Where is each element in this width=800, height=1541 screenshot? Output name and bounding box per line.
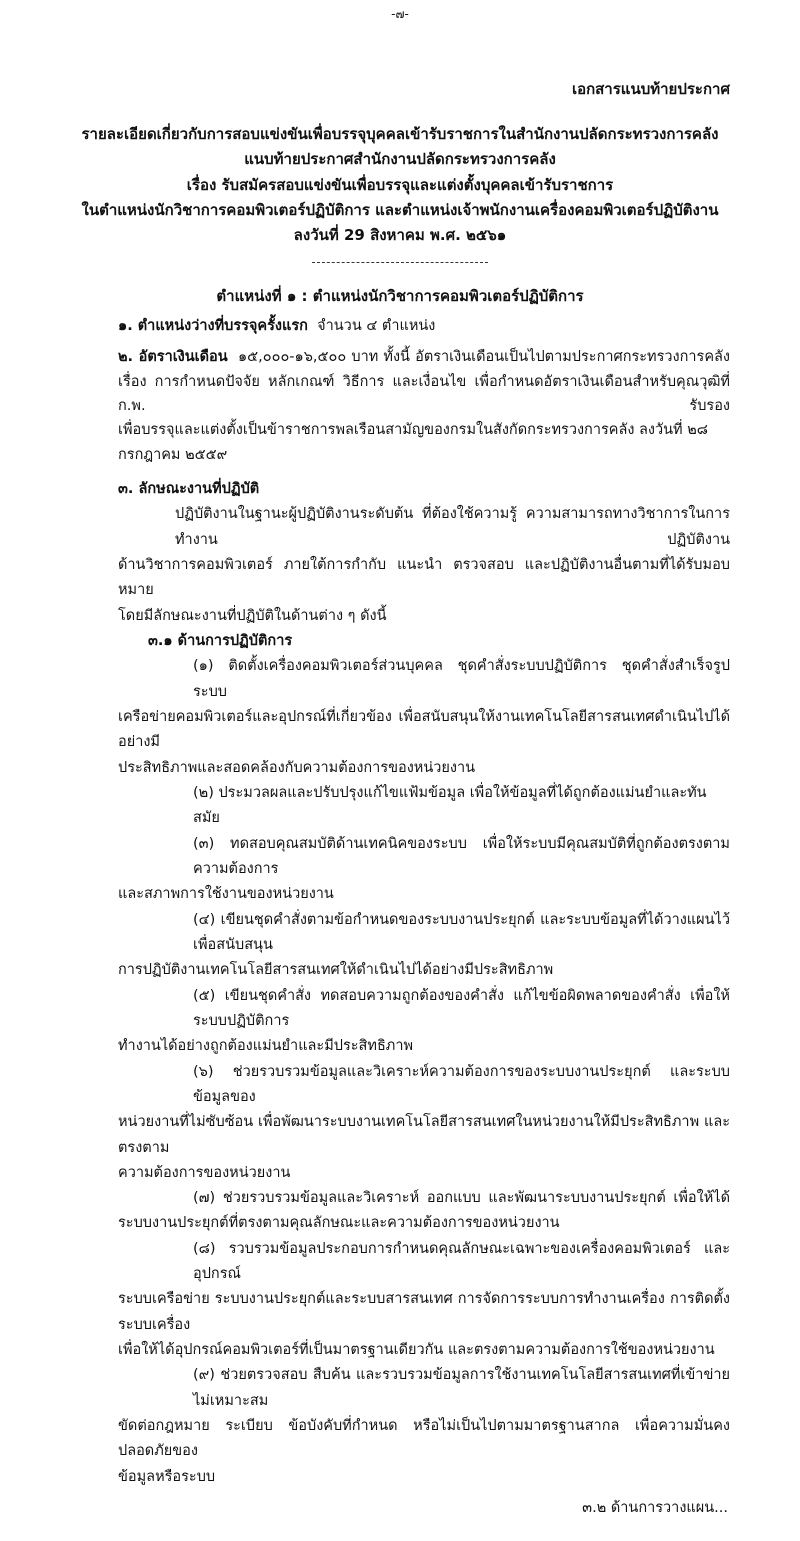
item-vacancies xyxy=(118,314,730,339)
duty-item xyxy=(118,1060,730,1187)
duty-item xyxy=(118,1186,730,1237)
document-title xyxy=(60,122,740,248)
item-text: เรื่อง การกำหนดปัจจัย หลักเกณฑ์ วิธีการ และเงื่อนไข เพื่อกำหนดอัตราเงินเดือนสำหรับคุณวุฒิที่ ก.พ. รับรอง xyxy=(118,373,730,415)
duty-line: (๓) ทดสอบคุณสมบัติด้านเทคนิคของระบบ เพื่อให้ระบบมีคุณสมบัติที่ถูกต้องตรงตามความต้องการ xyxy=(193,835,730,877)
title-line: ลงวันที่ 29 สิงหาคม พ.ศ. ๒๕๖๑ xyxy=(293,226,507,245)
duty-line: ทำงานได้อย่างถูกต้องแม่นยำและมีประสิทธิภาพ xyxy=(118,1038,414,1055)
paragraph-line: ปฏิบัติงานในฐานะผู้ปฏิบัติงานระดับต้น ที่ต้องใช้ความรู้ ความสามารถทางวิชาการในการทำงาน ปฏิบัติงาน xyxy=(175,506,730,548)
duty-item xyxy=(118,832,730,908)
item-text: จำนวน ๔ ตำแหน่ง xyxy=(317,318,436,335)
duty-line: ขัดต่อกฎหมาย ระเบียบ ข้อบังคับที่กำหนด หรือไม่เป็นไปตามมาตรฐานสากล เพื่อความมั่นคงปลอดภัยของ xyxy=(118,1418,730,1460)
duty-item xyxy=(118,781,730,832)
title-line: แนบท้ายประกาศสำนักงานปลัดกระทรวงการคลัง xyxy=(244,150,556,169)
duty-line: เครือข่ายคอมพิวเตอร์และอุปกรณ์ที่เกี่ยวข้อง เพื่อสนับสนุนให้งานเทคโนโลยีสารสนเทศดำเนินไปได้อย่างมี xyxy=(118,708,730,751)
duty-item xyxy=(118,1237,730,1364)
annex-label: เอกสารแนบท้ายประกาศ xyxy=(571,80,730,98)
title-line: รายละเอียดเกี่ยวกับการสอบแข่งขันเพื่อบรรจุบุคคลเข้ารับราชการในสำนักงานปลัดกระทรวงการคลัง xyxy=(81,125,719,143)
title-line: ในตำแหน่งนักวิชาการคอมพิวเตอร์ปฏิบัติการ และตำแหน่งเจ้าพนักงานเครื่องคอมพิวเตอร์ปฏิบัติงาน xyxy=(81,200,719,219)
page-number: -๗- xyxy=(391,7,409,21)
duty-line: (๕) เขียนชุดคำสั่ง ทดสอบความถูกต้องของคำสั่ง แก้ไขข้อผิดพลาดของคำสั่ง เพื่อให้ระบบปฏิบัติการ xyxy=(193,987,730,1029)
continuation-note: ๓.๒ ด้านการวางแผน... xyxy=(582,1500,728,1517)
duty-list xyxy=(118,654,730,1490)
item-label: ๒. อัตราเงินเดือน xyxy=(118,349,228,366)
duty-line: (๒) ประมวลผลและปรับปรุงแก้ไขแฟ้มข้อมูล เพื่อให้ข้อมูลที่ได้ถูกต้องแม่นยำและทันสมัย xyxy=(193,784,707,827)
position-heading: ตำแหน่งที่ ๑ : ตำแหน่งนักวิชาการคอมพิวเตอร์ปฏิบัติการ xyxy=(216,287,584,306)
duty-line: หน่วยงานที่ไม่ซับซ้อน เพื่อพัฒนาระบบงานเทคโนโลยีสารสนเทศในหน่วยงานให้มีประสิทธิภาพ และตรงตาม xyxy=(118,1114,730,1156)
duty-line: (๔) เขียนชุดคำสั่งตามข้อกำหนดของระบบงานประยุกต์ และระบบข้อมูลที่ได้วางแผนไว้ เพื่อสนับสนุน xyxy=(193,911,730,953)
duty-line: (๖) ช่วยรวบรวมข้อมูลและวิเคราะห์ความต้องการของระบบงานประยุกต์ และระบบข้อมูลของ xyxy=(193,1063,730,1105)
separator-line xyxy=(312,262,488,263)
duty-line: ระบบงานประยุกต์ที่ตรงตามคุณลักษณะและความต้องการของหน่วยงาน xyxy=(118,1215,560,1232)
duty-line: (๘) รวบรวมข้อมูลประกอบการกำหนดคุณลักษณะเฉพาะของเครื่องคอมพิวเตอร์ และอุปกรณ์ xyxy=(193,1240,730,1283)
duty-item xyxy=(118,654,730,781)
duty-line: ระบบเครือข่าย ระบบงานประยุกต์และระบบสารสนเทศ การจัดการระบบการทำงานเครื่อง การติดตั้งระบบเครื่อง xyxy=(118,1291,730,1333)
section-heading: ๓. ลักษณะงานที่ปฏิบัติ xyxy=(118,480,260,497)
duty-line: (๙) ช่วยตรวจสอบ สืบค้น และรวบรวมข้อมูลการใช้งานเทคโนโลยีสารสนเทศที่เข้าข่ายไม่เหมาะสม xyxy=(193,1367,730,1409)
duty-line: และสภาพการใช้งานของหน่วยงาน xyxy=(118,886,334,903)
title-line: เรื่อง รับสมัครสอบแข่งขันเพื่อบรรจุและแต่งตั้งบุคคลเข้ารับราชการ xyxy=(186,175,614,194)
duty-item xyxy=(118,984,730,1060)
item-text: เพื่อบรรจุและแต่งตั้งเป็นข้าราชการพลเรือนสามัญของกรมในสังกัดกระทรวงการคลัง ลงวันที่ ๒๘ กรกฎาคม ๒๕๕๙ xyxy=(118,422,708,463)
duty-line: ประสิทธิภาพและสอดคล้องกับความต้องการของหน่วยงาน xyxy=(118,759,476,776)
duty-line: (๗) ช่วยรวบรวมข้อมูลและวิเคราะห์ ออกแบบ และพัฒนาระบบงานประยุกต์ เพื่อให้ได้ xyxy=(193,1190,730,1207)
duty-line: การปฏิบัติงานเทคโนโลยีสารสนเทศให้ดำเนินไปได้อย่างมีประสิทธิภาพ xyxy=(118,962,554,979)
item-label: ๑. ตำแหน่งว่างที่บรรจุครั้งแรก xyxy=(118,318,308,335)
paragraph-line: โดยมีลักษณะงานที่ปฏิบัติในด้านต่าง ๆ ดังนี้ xyxy=(118,607,387,624)
item-salary xyxy=(118,345,730,466)
item-job-description xyxy=(118,477,730,1490)
duty-line: เพื่อให้ได้อุปกรณ์คอมพิวเตอร์ที่เป็นมาตรฐานเดียวกัน และตรงตามความต้องการใช้ของหน่วยงาน xyxy=(118,1342,715,1359)
subsection-heading: ๓.๑ ด้านการปฏิบัติการ xyxy=(148,632,293,649)
item-text: ๑๕,๐๐๐-๑๖,๕๐๐ บาท ทั้งนี้ อัตราเงินเดือนเป็นไปตามประกาศกระทรวงการคลัง xyxy=(237,349,730,366)
duty-item xyxy=(118,908,730,984)
paragraph-line: ด้านวิชาการคอมพิวเตอร์ ภายใต้การกำกับ แนะนำ ตรวจสอบ และปฏิบัติงานอื่นตามที่ได้รับมอบหมาย xyxy=(118,556,730,599)
duty-line: ข้อมูลหรือระบบ xyxy=(118,1468,216,1485)
duty-line: (๑) ติดตั้งเครื่องคอมพิวเตอร์ส่วนบุคคล ชุดคำสั่งระบบปฏิบัติการ ชุดคำสั่งสำเร็จรูป ระบบ xyxy=(193,658,730,700)
duty-item xyxy=(118,1363,730,1490)
duty-line: ความต้องการของหน่วยงาน xyxy=(118,1164,291,1181)
